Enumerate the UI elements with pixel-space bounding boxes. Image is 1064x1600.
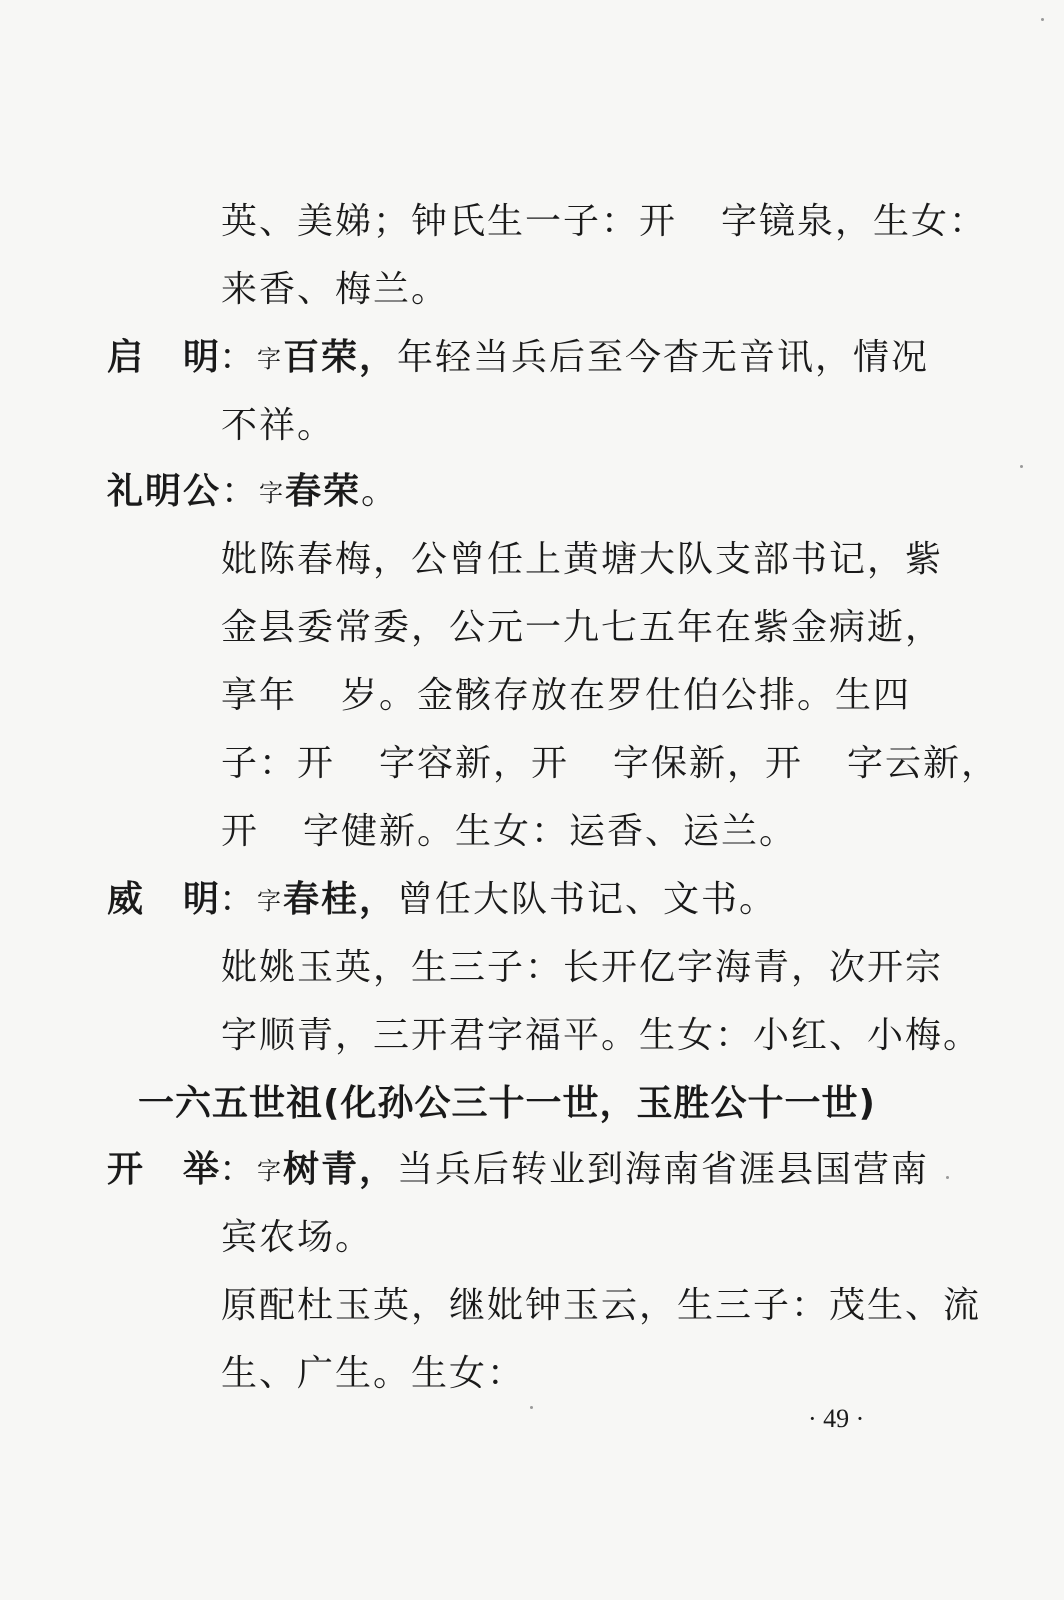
text-line <box>221 1216 373 1260</box>
text-segment: 字健新。生女：运香、运兰。 <box>303 811 798 852</box>
colon: ： <box>219 879 258 920</box>
scan-speck <box>1020 465 1023 468</box>
zi-label: 字 <box>257 1157 284 1185</box>
text-segment: 不祥。 <box>221 405 336 446</box>
text-segment: 英、美娣；钟氏生一子：开 <box>221 201 678 242</box>
scan-speck <box>530 1406 533 1409</box>
text-segment: 生、广生。生女： <box>221 1353 526 1394</box>
text-segment: 开 <box>221 811 260 852</box>
zi-label: 字 <box>259 479 286 507</box>
entry-limingong <box>107 470 399 515</box>
style-name: 百荣， <box>283 337 398 378</box>
entry-name: 礼明公 <box>107 471 222 512</box>
text-segment: 来香、梅兰。 <box>221 269 450 310</box>
scan-speck <box>1041 18 1044 21</box>
style-name: 树青， <box>283 1149 398 1190</box>
text-segment: 宾农场。 <box>221 1217 374 1258</box>
entry-name: 开 举 <box>107 1149 220 1190</box>
text-line <box>221 810 797 854</box>
text-segment: 享年 <box>221 675 298 716</box>
text-line <box>221 946 943 990</box>
entry-name: 启 明 <box>107 337 220 378</box>
zi-label: 字 <box>257 887 284 915</box>
text-line <box>221 606 943 650</box>
text-line <box>221 200 987 244</box>
entry-qiming <box>107 336 929 381</box>
entry-name: 威 明 <box>107 879 220 920</box>
text-segment: 子：开 <box>221 743 336 784</box>
colon: ： <box>219 337 258 378</box>
text-line <box>221 674 911 718</box>
text-line <box>221 404 335 448</box>
entry-kaiju <box>107 1148 929 1193</box>
text-segment: 字保新，开 <box>613 743 804 784</box>
entry-text: 曾任大队书记、文书。 <box>397 879 778 920</box>
text-segment: 字顺青，三开君字福平。生女：小红、小梅。 <box>221 1015 982 1056</box>
text-segment: 。 <box>361 471 400 512</box>
text-line <box>221 538 943 582</box>
page-number: · 49 · <box>808 1404 865 1433</box>
text-line <box>221 268 449 312</box>
entry-text: 年轻当兵后至今杳无音讯，情况 <box>397 337 930 378</box>
text-segment: 岁。金骸存放在罗仕伯公排。生四 <box>341 675 912 716</box>
text-segment: 金县委常委，公元一九七五年在紫金病逝， <box>221 607 944 648</box>
colon: ： <box>221 471 260 512</box>
text-segment: 字镜泉，生女： <box>721 201 988 242</box>
zi-label: 字 <box>257 345 284 373</box>
text-segment: 妣姚玉英，生三子：长开亿字海青，次开宗 <box>221 947 944 988</box>
colon: ： <box>219 1149 258 1190</box>
text-segment: 字容新，开 <box>379 743 570 784</box>
text-line <box>221 1014 981 1058</box>
style-name: 春荣 <box>285 471 362 512</box>
text-segment: 原配杜玉英，继妣钟玉云，生三子：茂生、流 <box>221 1285 982 1326</box>
text-segment: 字云新， <box>847 743 1000 784</box>
entry-weiming <box>107 878 777 923</box>
text-segment: 妣陈春梅，公曾任上黄塘大队支部书记，紫 <box>221 539 944 580</box>
style-name: 春桂， <box>283 879 398 920</box>
text-line <box>221 1352 525 1396</box>
text-line <box>221 742 999 786</box>
scan-speck <box>946 1176 949 1179</box>
entry-text: 当兵后转业到海南省涯县国营南 <box>397 1149 930 1190</box>
text-line <box>221 1284 981 1328</box>
generation-heading: 一六五世祖(化孙公三十一世，玉胜公十一世) <box>138 1083 876 1124</box>
